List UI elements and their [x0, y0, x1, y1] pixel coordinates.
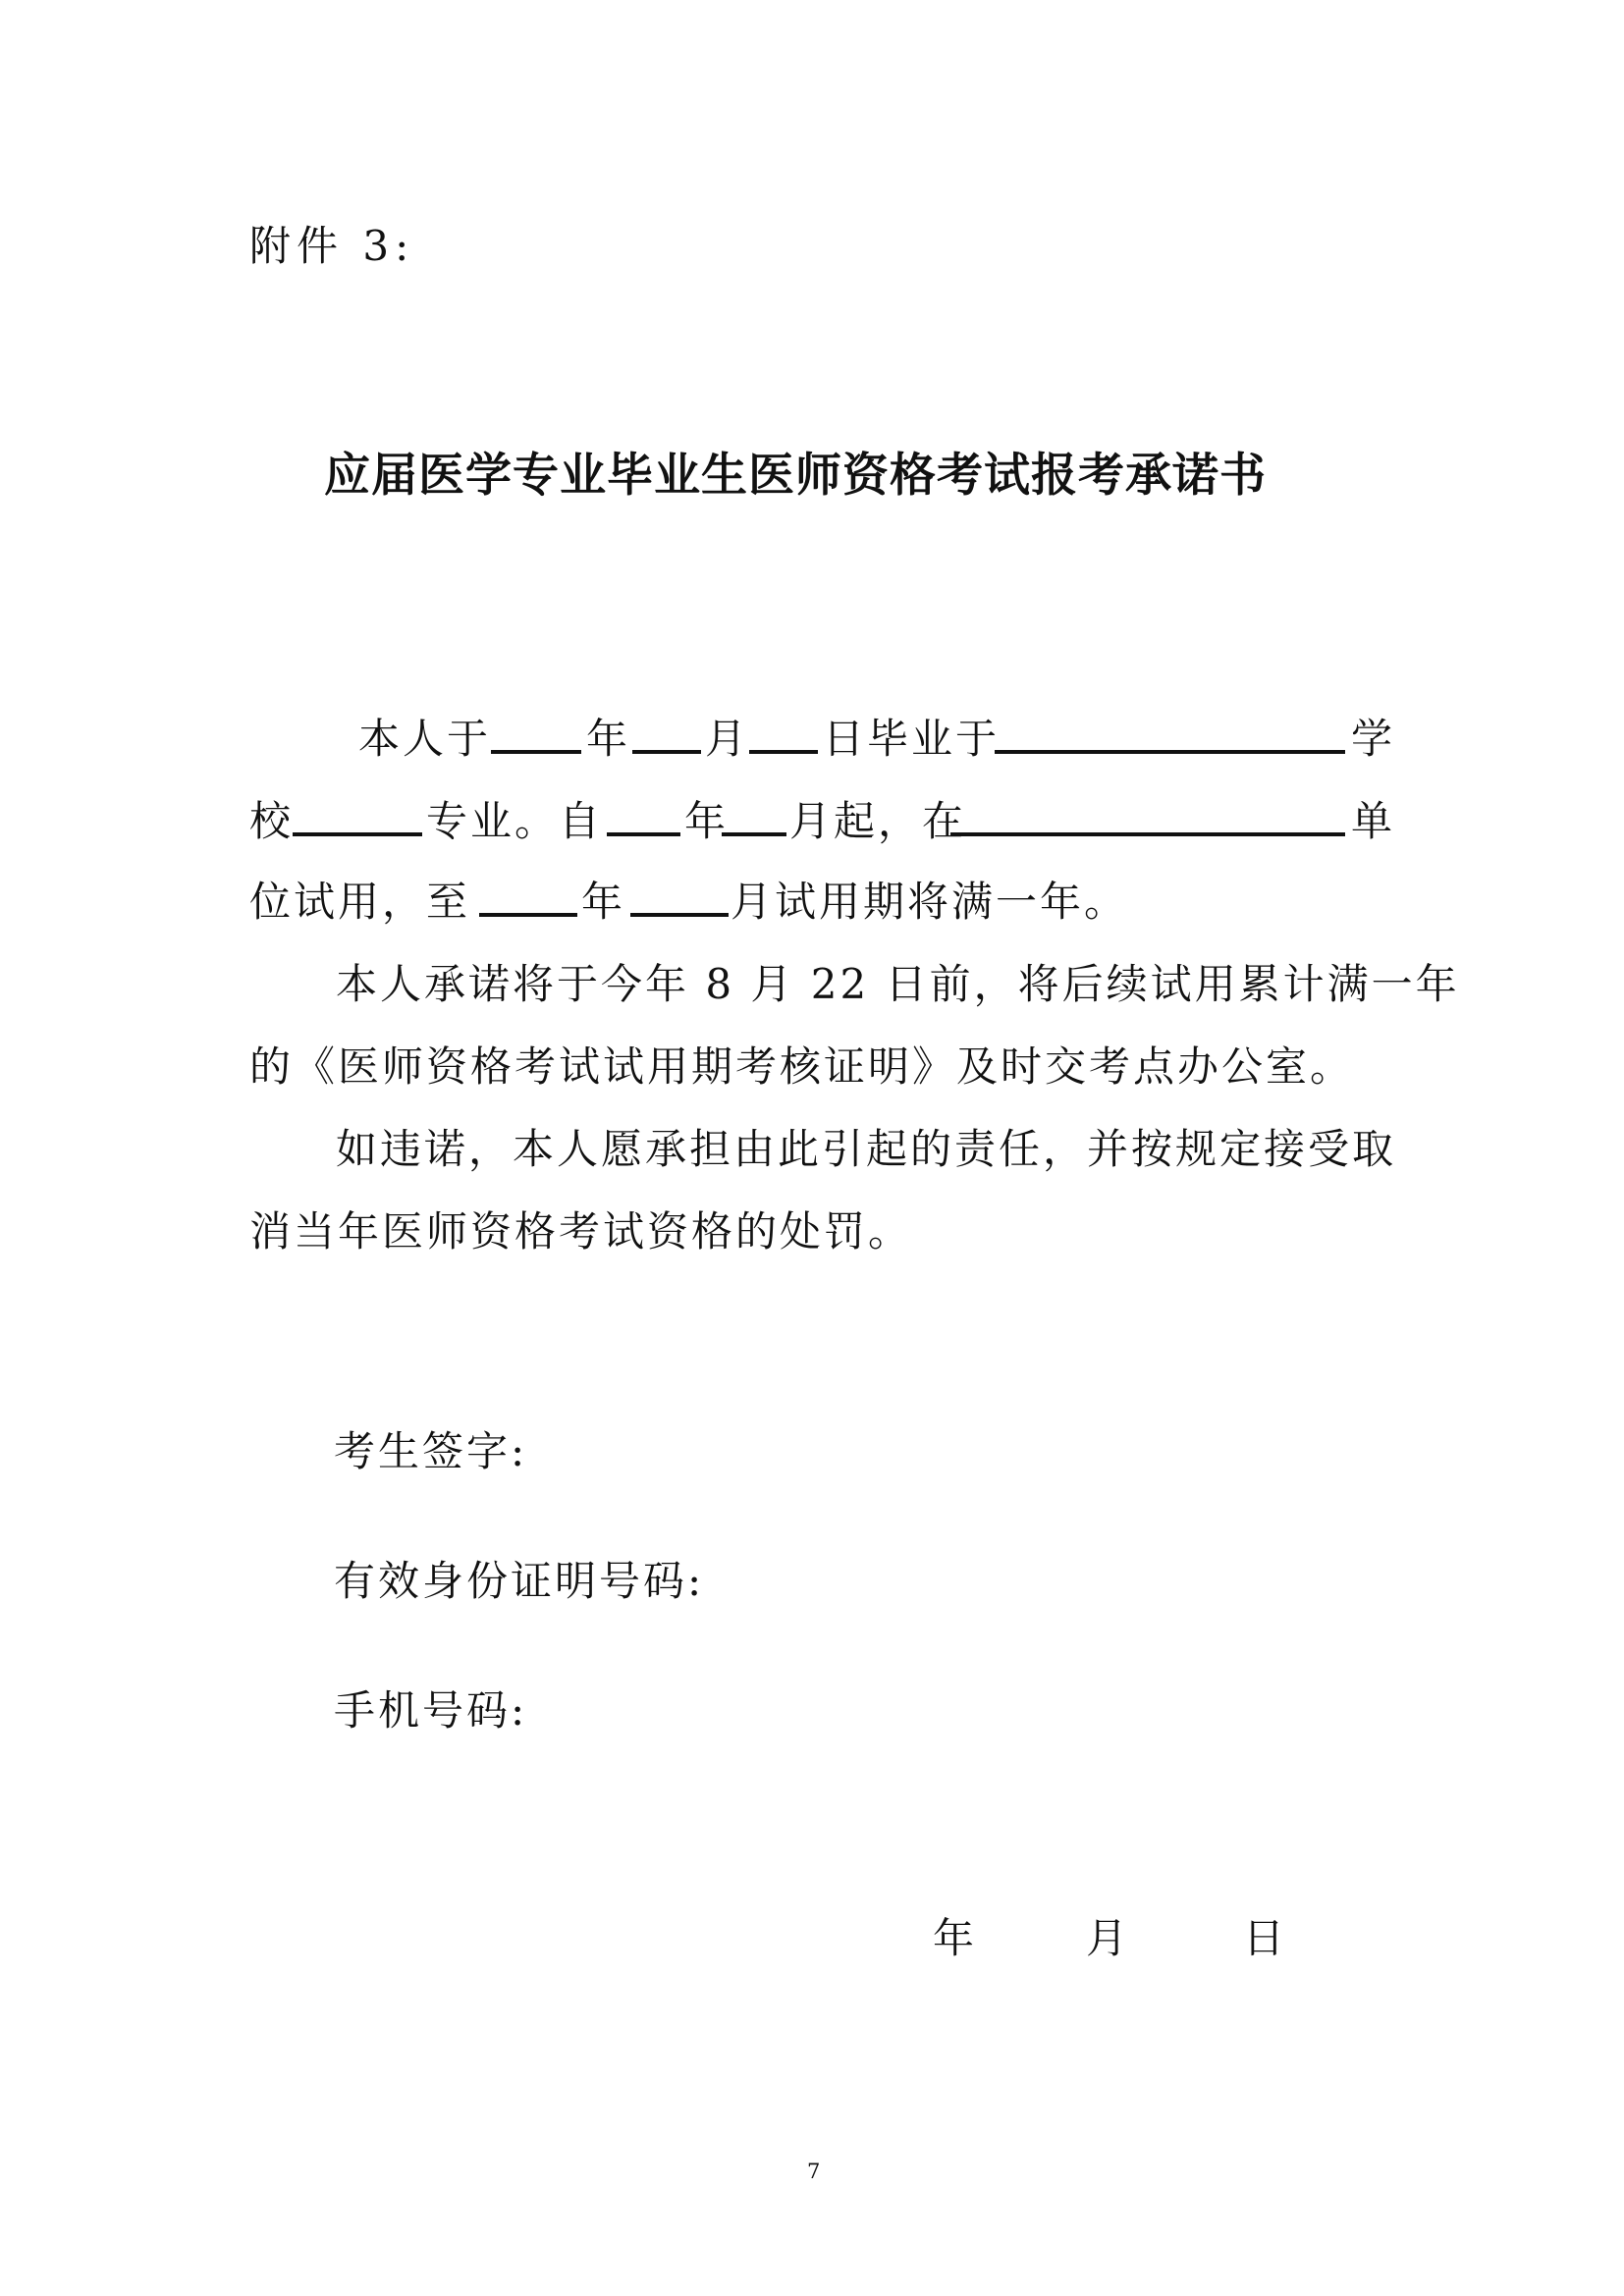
- blank-major[interactable]: [293, 832, 422, 836]
- text-year: 年: [684, 797, 730, 845]
- phone-label: 手机号码:: [334, 1686, 528, 1735]
- id-number-label: 有效身份证明号码:: [334, 1557, 705, 1605]
- date-day-label: 日: [1243, 1914, 1288, 1962]
- blank-graduation-year[interactable]: [491, 750, 581, 754]
- blank-trial-unit[interactable]: [950, 832, 1345, 836]
- para3-line1: 如违诺，本人愿承担由此引起的责任，并按规定接受取: [336, 1125, 1397, 1173]
- text-benren-yu: 本人于: [358, 715, 492, 763]
- page-number: 7: [807, 2160, 821, 2183]
- date-year-label: 年: [933, 1914, 978, 1962]
- text-dan: 单: [1351, 797, 1396, 845]
- text-month: 月: [705, 715, 750, 763]
- text-year: 年: [581, 878, 626, 926]
- blank-graduation-day[interactable]: [749, 750, 818, 754]
- signature-label: 考生签字:: [334, 1427, 528, 1475]
- text-graduated-from: 日毕业于: [823, 715, 1001, 763]
- blank-school-name[interactable]: [995, 750, 1345, 754]
- para3-line2: 消当年医师资格考试资格的处罚。: [249, 1207, 913, 1255]
- blank-trial-end-year[interactable]: [479, 913, 577, 917]
- blank-graduation-month[interactable]: [632, 750, 701, 754]
- text-trial-until: 位试用，至: [249, 878, 471, 926]
- blank-trial-start-year[interactable]: [607, 832, 680, 836]
- text-xue: 学: [1351, 715, 1396, 763]
- text-xiao: 校: [249, 797, 295, 845]
- para2-line1: 本人承诺将于今年 8 月 22 日前，将后续试用累计满一年: [336, 960, 1460, 1008]
- attachment-label: 附件 3:: [249, 222, 415, 270]
- text-year: 年: [586, 715, 631, 763]
- blank-trial-end-month[interactable]: [630, 913, 729, 917]
- blank-trial-start-month[interactable]: [722, 832, 786, 836]
- text-trial-end: 月试用期将满一年。: [731, 878, 1129, 926]
- text-major-since: 专业。自: [426, 797, 604, 845]
- date-month-label: 月: [1086, 1914, 1131, 1962]
- para2-line2: 的《医师资格考试试用期考核证明》及时交考点办公室。: [249, 1042, 1355, 1091]
- text-month-since-at: 月起，在: [789, 797, 967, 845]
- document-title: 应届医学专业毕业生医师资格考试报考承诺书: [324, 449, 1267, 503]
